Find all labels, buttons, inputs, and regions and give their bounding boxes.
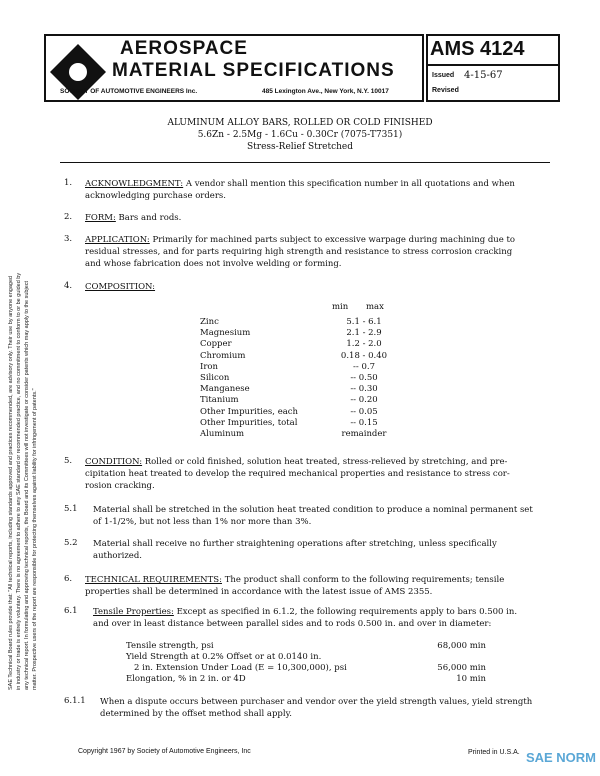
header-divider	[426, 64, 558, 66]
header-title-line2: MATERIAL SPECIFICATIONS	[112, 60, 395, 81]
composition-value: 1.2 - 2.0	[346, 339, 382, 350]
composition-element: Magnesium	[200, 328, 251, 339]
subtitle-rule	[60, 162, 550, 163]
tensile-strength-value: 68,000 min	[437, 641, 486, 651]
section-5-1-text: Material shall be stretched in the solution heat treated condition to produce a nominal permanent set	[93, 505, 533, 515]
elongation-label: Elongation, % in 2 in. or 4D	[126, 674, 246, 684]
section-3-text-2: residual stresses, and for parts requiring high strength and resistance to stress corrosion cracking	[85, 247, 513, 257]
yield-strength-label: Yield Strength at 0.2% Offset or at 0.0140 in.	[126, 652, 322, 662]
header-title-line1: AEROSPACE	[120, 38, 248, 59]
elongation-value: 10 min	[456, 674, 486, 684]
composition-element: Iron	[200, 361, 219, 372]
composition-element: Silicon	[200, 373, 230, 383]
section-3-heading: APPLICATION:	[85, 235, 150, 245]
section-5-2-number: 5.2	[64, 538, 78, 548]
composition-min-header: min	[332, 302, 349, 312]
section-6-1-heading: Tensile Properties:	[93, 607, 174, 617]
composition-value: 5.1 - 6.1	[346, 317, 382, 327]
footer-copyright: Copyright 1967 by Society of Automotive Engineers, Inc	[78, 748, 251, 755]
composition-value: -- 0.7	[353, 361, 375, 372]
composition-value: -- 0.15	[350, 417, 378, 428]
society-name: SOCIETY OF AUTOMOTIVE ENGINEERS Inc.	[60, 88, 198, 95]
side-note-line4: matter. Prospective users of the report are responsible for protecting themselves against liability for infringement of patents."	[32, 388, 38, 690]
composition-element: Manganese	[200, 384, 250, 395]
composition-element: Other Impurities, each	[200, 406, 299, 417]
spec-number: AMS 4124	[430, 38, 525, 60]
section-1-text-2: acknowledging purchase orders.	[85, 191, 226, 201]
section-5-1-number: 5.1	[64, 504, 78, 514]
section-6-1	[93, 606, 555, 618]
issued-value: 4-15-67	[464, 70, 503, 81]
section-4-heading: COMPOSITION:	[85, 282, 156, 292]
subtitle-line2: 5.6Zn - 2.5Mg - 1.6Cu - 0.30Cr (7075-T7351)	[197, 130, 403, 140]
composition-max-header: max	[366, 302, 384, 312]
composition-value: 2.1 - 2.9	[346, 328, 382, 339]
section-2	[85, 212, 181, 224]
section-5-2-text-2: authorized.	[93, 551, 142, 561]
section-6-1-1-text: When a dispute occurs between purchaser and vendor over the yield strength values, yield strength	[100, 697, 533, 707]
watermark: SAE NORM	[525, 750, 596, 765]
section-3-text-3: and whose fabrication does not involve welding or forming.	[85, 259, 342, 269]
composition-value: -- 0.50	[350, 373, 378, 383]
section-1-text: A vendor shall mention this specification number in all quotations and when	[185, 179, 515, 189]
composition-element: Zinc	[200, 317, 219, 327]
section-6-1-text-2: and over in least distance between parallel sides and to rods 0.500 in. and over in diameter:	[93, 619, 492, 629]
section-2-text: Bars and rods.	[118, 213, 182, 223]
footer-printed: Printed in U.S.A.	[468, 749, 520, 756]
section-5-number: 5.	[64, 456, 73, 466]
revised-label: Revised	[432, 87, 459, 94]
side-note-line2: in industry or trade is entirely voluntary. There is no agreement to adhere to any SAE standard or recommended practice, and no commitment to conform to or be guided by	[16, 272, 22, 690]
composition-value: 0.18 - 0.40	[340, 350, 388, 361]
section-5-1-text-2: of 1-1/2%, but not less than 1% nor more than 3%.	[93, 517, 312, 527]
subtitle-line1: ALUMINUM ALLOY BARS, ROLLED OR COLD FINISHED	[167, 118, 433, 128]
tensile-strength-label: Tensile strength, psi	[126, 641, 214, 651]
section-6-1-text: Except as specified in 6.1.2, the following requirements apply to bars 0.500 in.	[176, 607, 518, 617]
side-note-line1: SAE Technical Board rules provide that: "All technical reports, including standards approved and practices recommended, are advisory only. Their use by anyone engaged	[8, 275, 14, 690]
extension-label: 2 in. Extension Under Load (E = 10,300,000), psi	[134, 663, 347, 673]
composition-value: -- 0.05	[350, 406, 378, 417]
section-1-heading: ACKNOWLEDGMENT:	[85, 179, 184, 189]
composition-element: Aluminum	[200, 429, 245, 439]
society-address: 485 Lexington Ave., New York, N.Y. 10017	[262, 88, 389, 95]
section-6-1-number: 6.1	[64, 606, 78, 616]
section-6-number: 6.	[64, 574, 73, 584]
side-note-line3: any technical report. In formulating and approving technical reports, the Board and its Committees will not investigate or consider patents which may apply to the subject	[24, 280, 30, 690]
side-disclaimer	[8, 130, 40, 690]
section-1	[85, 178, 555, 190]
section-6-heading: TECHNICAL REQUIREMENTS:	[85, 575, 222, 585]
section-6-text: The product shall conform to the following requirements; tensile	[224, 575, 505, 585]
section-3-number: 3.	[64, 234, 73, 244]
section-6-1-1-number: 6.1.1	[64, 696, 86, 706]
section-5	[85, 456, 555, 468]
composition-element: Chromium	[200, 350, 246, 361]
issued-label: Issued	[432, 72, 455, 79]
yield-strength-value: 56,000 min	[437, 663, 486, 673]
subtitle-line3: Stress-Relief Stretched	[246, 142, 354, 152]
composition-element: Titanium	[200, 395, 239, 406]
composition-element: Other Impurities, total	[200, 417, 298, 428]
composition-value: -- 0.30	[350, 384, 378, 395]
composition-element: Copper	[200, 339, 232, 350]
section-5-text: Rolled or cold finished, solution heat treated, stress-relieved by stretching, and pre-	[144, 457, 508, 467]
section-1-number: 1.	[64, 178, 73, 188]
composition-value: remainder	[341, 429, 387, 439]
section-6-text-2: properties shall be determined in accordance with the latest issue of AMS 2355.	[85, 587, 433, 597]
section-2-heading: FORM:	[85, 213, 116, 223]
composition-value: -- 0.20	[350, 395, 378, 406]
section-5-text-3: rosion cracking.	[85, 481, 155, 491]
section-2-number: 2.	[64, 212, 73, 222]
section-3	[85, 234, 555, 246]
section-6-1-1-text-2: determined by the offset method shall apply.	[100, 709, 292, 719]
section-5-heading: CONDITION:	[85, 457, 143, 467]
section-5-2-text: Material shall receive no further straightening operations after stretching, unless specifically	[93, 539, 497, 549]
section-6	[85, 574, 555, 586]
section-4-number: 4.	[64, 281, 73, 291]
section-5-text-2: cipitation heat treated to develop the required mechanical properties and resistance to stress cor-	[85, 469, 510, 479]
section-3-text: Primarily for machined parts subject to excessive warpage during machining due to	[152, 235, 516, 245]
